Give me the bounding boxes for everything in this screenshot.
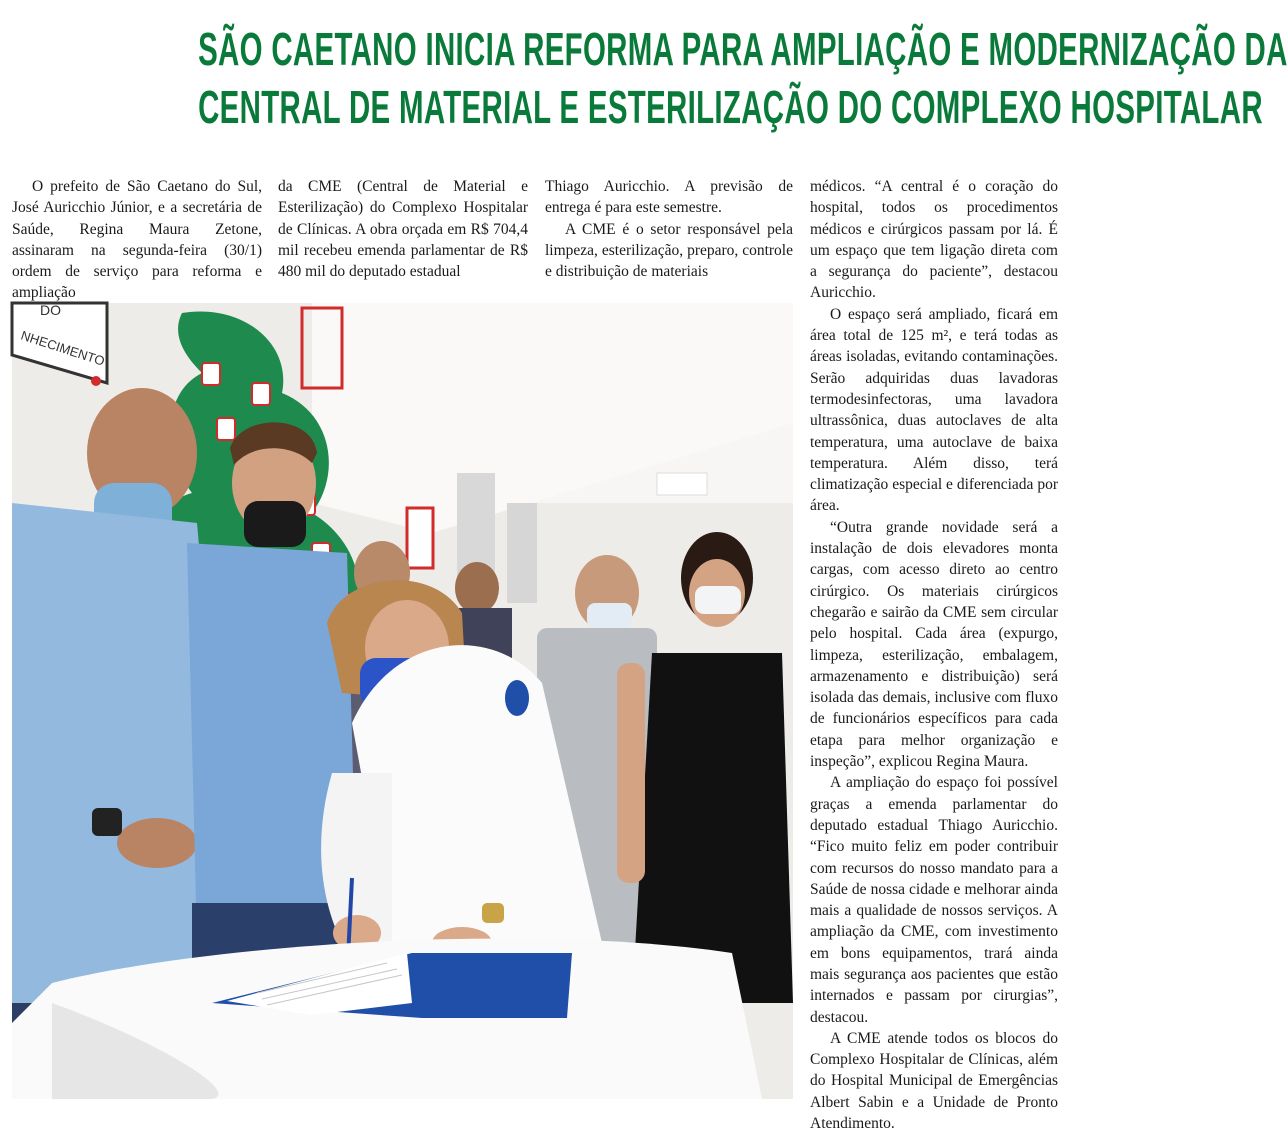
- news-photo: [12, 303, 793, 1099]
- sign-text: NHECIMENTO: [19, 327, 107, 369]
- headline-line-1: SÃO CAETANO INICIA REFORMA PARA AMPLIAÇÃO E MODERNIZAÇÃO DA: [198, 23, 1288, 75]
- paragraph: A ampliação do espaço foi possível graças a emenda parlamentar do deputado estadual Thiago Auricchio. “Fico muito feliz em poder contribuir com recursos do nosso mandato para a Saúde de nossa cidade e melhorar ainda mais a qualidade de nossos serviços. A ampliação da CME, com investimento em bons equipamentos, trará ainda mais segurança aos pacientes que estão internados e passam por cirurgias”, destacou.: [810, 774, 1058, 1026]
- article-column-4: [810, 176, 1058, 1134]
- paragraph: médicos. “A central é o coração do hospital, todos os procedimentos médicos e cirúrgicos passam por lá. É um espaço que tem ligação direta com a segurança do paciente”, destacou Auricchio.: [810, 178, 1058, 302]
- paragraph: O espaço será ampliado, ficará em área total de 125 m², e terá todas as áreas isoladas, evitando contaminações. Serão adquiridas duas lavadoras termodesinfectoras, uma lavadora ultrassônica, duas autoclaves de alta temperatura, uma autoclave de baixa temperatura. Além disso, terá climatização especial e diferenciada por área.: [810, 305, 1058, 515]
- paragraph: A CME é o setor responsável pela limpeza, esterilização, preparo, controle e distribuição de materiais: [545, 220, 793, 281]
- ceiling-light: [657, 473, 707, 495]
- headline-line-2: CENTRAL DE MATERIAL E ESTERILIZAÇÃO DO COMPLEXO HOSPITALAR: [198, 81, 1263, 133]
- article-column-3: [545, 176, 793, 282]
- paragraph: da CME (Central de Material e Esterilização) do Complexo Hospitalar de Clínicas. A obra orçada em R$ 704,4 mil recebeu emenda parlamentar de R$ 480 mil do deputado estadual: [278, 178, 528, 281]
- sign-text: DO: [40, 302, 61, 318]
- paragraph: A CME atende todos os blocos do Complexo Hospitalar de Clínicas, além do Hospital Municipal de Emergências Albert Sabin e a Unidade de Pronto Atendimento.: [810, 1029, 1058, 1133]
- paragraph: O prefeito de São Caetano do Sul, José Auricchio Júnior, e a secretária de Saúde, Regina Maura Zetone, assinaram na segunda-feira (30/1) ordem de serviço para reforma e ampliação: [12, 178, 262, 302]
- paragraph: “Outra grande novidade será a instalação de dois elevadores monta cargas, com acesso direto ao centro cirúrgico. Os materiais cirúrgicos chegarão e sairão da CME sem circular pelo hospital. Cada área (expurgo, limpeza, esterilização, embalagem, armazenamento e distribuição) será isolada das demais, inclusive com fluxo de funcionários específicos para cada etapa para melhor organização e inspeção”, explicou Regina Maura.: [810, 518, 1058, 771]
- article-column-1: [12, 176, 262, 304]
- photo-illustration: [12, 303, 793, 1099]
- headline: [10, 20, 1288, 136]
- paragraph: Thiago Auricchio. A previsão de entrega é para este semestre.: [545, 178, 793, 217]
- window: [507, 503, 537, 603]
- article-column-2: [278, 176, 528, 282]
